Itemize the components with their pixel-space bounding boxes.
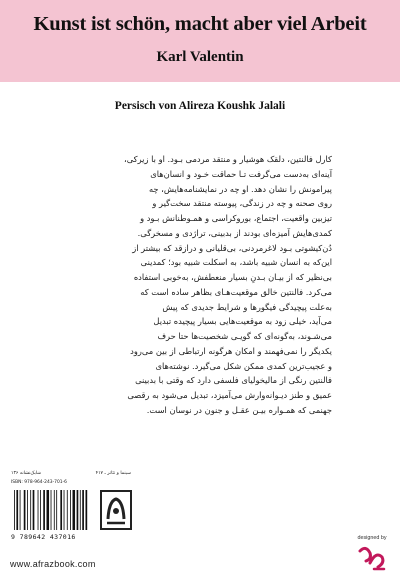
book-title: Kunst ist schön, macht aber viel Arbeit [33,13,367,35]
description-line: روی صحنه و چه در زندگی، پیوسته منتقد سخت‌گیر و [152,198,332,209]
series-label: سینما و تئاتر ـ ۴۱۷ [95,471,131,476]
print-id-label: شابک‌نشانه ۱۳۶ [11,471,42,476]
description-line: آینه‌ای به‌دست می‌گرفت تـا حماقت خـود و انسان‌های [150,168,332,179]
description-line: فالنتین رنگی از مالیخولیای فلسفی دارد که وقتی با بدبینی [135,375,332,386]
description-line: تیزبین واقعیت، اجتماع، بوروکراسی و همـوطنانش بـود و [140,213,332,223]
description-line: این‌که به انسان شبیه باشد، به اسکلت شبیه بود؛ کمدینی [140,257,332,268]
description-line: می‌شـوند، به‌گونه‌ای که گویـی شخصیت‌ها حتا حرف [157,331,332,341]
description-line: بی‌نظیر که از بیـان بـدنِ بسیار منعطفش، به‌خوبی استفاده [133,272,332,282]
description-line: پیرامونش را نشان دهد. او چه در نمایشنامه‌هایش، چه [148,183,332,194]
author-name: Karl Valentin [156,49,244,65]
description-line: یکدیگر را نمی‌فهمند و امکان هرگونه ارتباطی از بین می‌رود [130,345,332,356]
description-line: می‌آید، خیلی زود به موقعیت‌هایی بسیار پیچیده تبدیل [153,316,332,327]
designer-signature-logo-icon [356,543,388,573]
designer-label: designed by [357,535,387,541]
afraz-publisher-logo-icon [99,489,133,531]
series-info [11,471,131,479]
header-band [0,0,400,82]
isbn-label: ISBN: 978-964-243-701-6 [11,480,67,485]
barcode-icon [11,488,93,532]
description-line: کمدی‌هایش آمیزه‌ای بودند از بدبینی، تراژدی و مسخرگی. [137,227,332,238]
description-line: دُن‌کیشوتی بـود لاغرمردنی، بی‌قلیانی و درازقد که بیشتر از [132,242,332,253]
description-line: و عجیب‌ترین کمدی ممکن شکل می‌گیرد. نوشته‌های [155,360,332,371]
translator-credit: Persisch von Alireza Koushk Jalali [114,100,286,112]
barcode-block [11,471,131,563]
designer-credit [352,535,392,575]
description-line: جهنمی که همـواره بیـن عقـل و جنون در نوسان است. [146,404,332,415]
barcode-number: 9 789642 437016 [11,533,76,541]
description-line: می‌کرد. فالنتین خالق موقعیت‌هـای بظاهر ساده است که [140,286,332,297]
description-line: کارل فالنتین، دلقک هوشیار و منتقد مردمی بـود. او با زیرکی، [124,154,332,164]
publisher-website: www.afrazbook.com [10,559,96,569]
description-text [74,152,332,418]
description-line: به‌علت پیچیدگی فیگورها و شرایط جدیدی که پیش [162,301,332,312]
description-line: عمیق و طنز دیـوانه‌وارش می‌آمیزد، تبدیل می‌شود به رقصی [127,390,332,400]
